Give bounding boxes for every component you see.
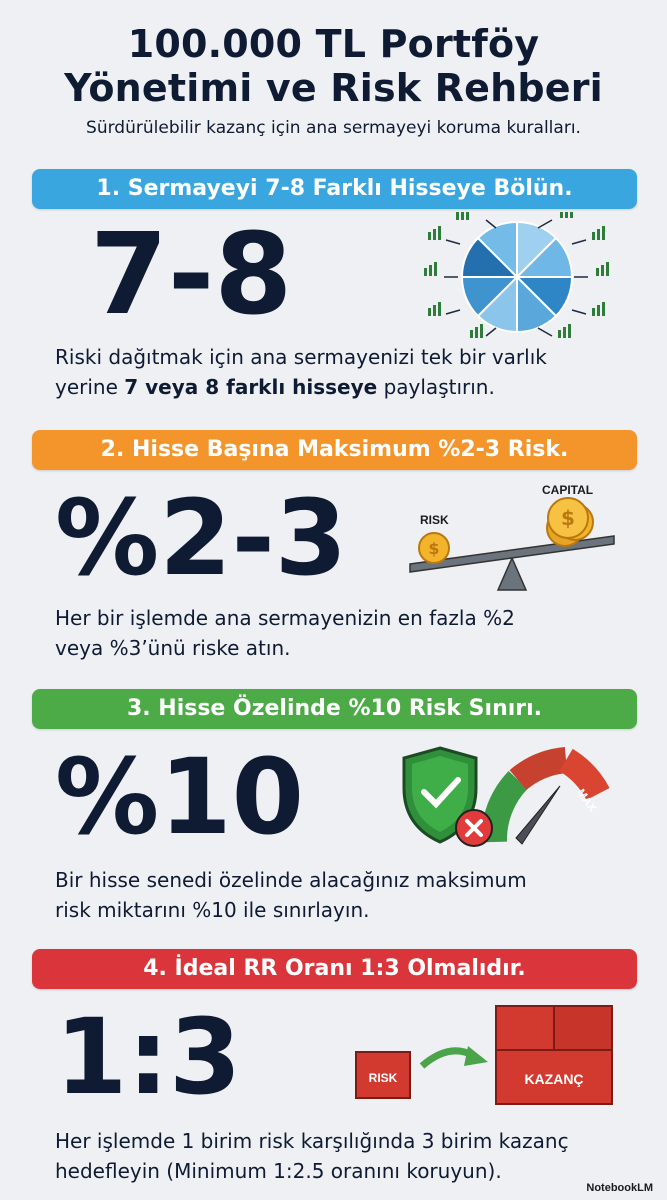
section-2-desc-line-1: Her bir işlemde ana sermayenizin en fazla %2 — [55, 606, 515, 630]
section-3-big-number: %10 — [55, 736, 304, 858]
section-3-desc-line-1: Bir hisse senedi özelinde alacağınız maksimum — [55, 868, 527, 892]
section-4-banner: 4. İdeal RR Oranı 1:3 Olmalıdır. — [32, 949, 637, 989]
brick-icon — [350, 1000, 620, 1112]
section-2-banner: 2. Hisse Başına Maksimum %2-3 Risk. — [32, 430, 637, 470]
svg-text:$: $ — [561, 506, 575, 530]
gauge-icon — [398, 742, 613, 860]
gauge-max-label: MAX — [574, 787, 599, 814]
section-4-big-number: 1:3 — [55, 996, 242, 1118]
risk-box-label: RISK — [368, 1071, 398, 1085]
section-3-banner: 3. Hisse Özelinde %10 Risk Sınırı. — [32, 689, 637, 729]
title-line-2: Yönetimi ve Risk Rehberi — [64, 66, 603, 110]
section-1-banner: 1. Sermayeyi 7-8 Farklı Hisseye Bölün. — [32, 169, 637, 209]
scale-capital-label: CAPITAL — [542, 483, 594, 497]
svg-text:$: $ — [428, 539, 440, 558]
section-1-desc-line-1: Riski dağıtmak için ana sermayenizi tek bir varlık — [55, 345, 547, 369]
scale-risk-label: RISK — [420, 513, 449, 527]
brand-label: NotebookLM — [586, 1182, 653, 1194]
section-2-desc-line-2: veya %3’ünü riske atın. — [55, 636, 291, 660]
section-4-description — [55, 1126, 635, 1186]
section-3-description — [55, 865, 635, 925]
section-1-big-number: 7-8 — [90, 210, 293, 340]
section-2-big-number: %2-3 — [55, 477, 348, 599]
section-1-desc-bold: 7 veya 8 farklı hisseye — [124, 375, 378, 399]
pie-chart-icon — [412, 212, 622, 342]
section-3-desc-line-2: risk miktarını %10 ile sınırlayın. — [55, 898, 370, 922]
gain-box-label: KAZANÇ — [524, 1071, 584, 1087]
section-1-description — [55, 342, 635, 402]
section-2-description — [55, 603, 635, 663]
page-title — [0, 22, 667, 110]
balance-scale-icon — [400, 478, 625, 598]
shield-check-icon — [404, 748, 492, 846]
section-1-desc-pre: yerine — [55, 375, 125, 399]
subtitle: Sürdürülebilir kazanç için ana sermayeyi koruma kuralları. — [86, 118, 581, 138]
section-1-desc-line-2 — [55, 372, 635, 402]
section-1-desc-post: paylaştırın. — [377, 375, 495, 399]
section-4-desc-line-2: hedefleyin (Minimum 1:2.5 oranını koruyun). — [55, 1159, 502, 1183]
title-line-1: 100.000 TL Portföy — [127, 22, 540, 66]
section-4-desc-line-1: Her işlemde 1 birim risk karşılığında 3 birim kazanç — [55, 1129, 569, 1153]
